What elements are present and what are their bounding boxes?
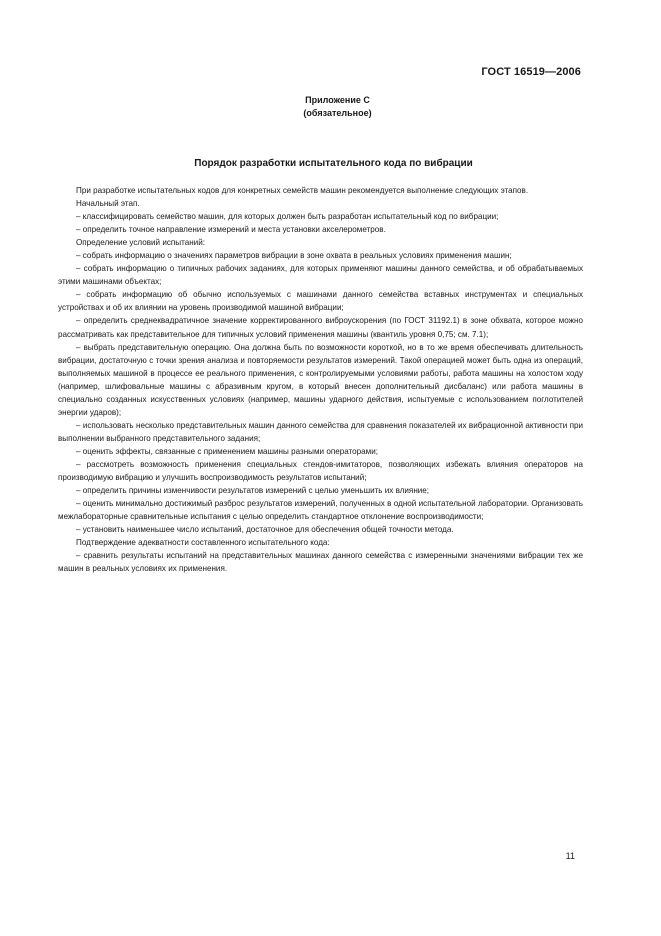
list-item: – собрать информацию об обычно используемых с машинами данного семейства вставных инструментах и специальных устройствах и об их влиянии на уровень производимой машиной вибрации;: [58, 290, 583, 313]
paragraph: Определение условий испытаний:: [76, 238, 205, 248]
list-item: – определить причины изменчивости результатов измерений с целью уменьшить их влияние;: [76, 486, 430, 496]
list-item: – установить наименьшее число испытаний, достаточное для обеспечения общей точности метода.: [76, 525, 454, 535]
paragraph: Начальный этап.: [76, 199, 140, 209]
list-item: – оценить минимально достижимый разброс результатов измерений, полученных в одной испытательной лаборатории. Организовать межлабораторные сравнительные испытания с целью определить стандартное отклонение воспроизводимости;: [58, 499, 583, 522]
list-item: – рассмотреть возможность применения специальных стендов-имитаторов, позволяющих избежать влияния операторов на производимую вибрацию и улучшить воспроизводимость результатов испытаний;: [58, 459, 583, 483]
list-item: – использовать несколько представительных машин данного семейства для сравнения показателей их вибрационной активности при выполнении выбранного представительного задания;: [58, 420, 583, 443]
annex-title: Порядок разработки испытательного кода по вибрации: [194, 158, 473, 169]
list-item: – собрать информацию о типичных рабочих заданиях, для которых применяют машины данного семейства, и об обрабатываемых этими машинами объектах;: [58, 264, 583, 287]
page-number: 11: [565, 851, 575, 861]
list-item: – сравнить результаты испытаний на представительных машинах данного семейства с измеренными значениями вибрации тех же машин в реальных условиях их применения.: [58, 551, 583, 574]
list-item: – выбрать представительную операцию. Она должна быть по возможности короткой, но в то же время обеспечивать длительность вибрации, достаточную с точки зрения анализа и повторяемости результатов измерений. Такой операцией может быть одна из операций, выполняемых машиной в процессе ее реального применения, с контролируемыми условиями работы, работа машины на холостом ходу (например, шлифовальные машины с абразивным кругом, в который внесен дополнительный дисбаланс) или работа машины в специально созданных искусственных условиях (например, машины ударного действия, испытуемые с использованием поглотителей энергии ударов);: [58, 342, 583, 417]
list-item: – оценить эффекты, связанные с применением машины разными операторами;: [76, 446, 378, 456]
list-item: – собрать информацию о значениях параметров вибрации в зоне охвата в реальных условиях применения машин;: [76, 251, 512, 261]
list-item: – определить точное направление измерений и места установки акселерометров.: [76, 225, 386, 235]
list-item: – классифицировать семейство машин, для которых должен быть разработан испытательный код по вибрации;: [76, 212, 499, 222]
list-item: – определить среднеквадратичное значение корректированного виброускорения (по ГОСТ 31192.1) в зоне обхвата, которое можно рассматривать как представительное для типичных условий применения машины (квантиль уровня 0,75; см. 7.1);: [58, 316, 583, 339]
standard-number: ГОСТ 16519—2006: [481, 66, 581, 78]
paragraph: Подтверждение адекватности составленного испытательного кода:: [76, 538, 330, 548]
annex-body: [58, 184, 583, 575]
annex-status: (обязательное): [303, 108, 372, 118]
paragraph: При разработке испытательных кодов для конкретных семейств машин рекомендуется выполнение следующих этапов.: [76, 186, 529, 195]
annex-label: Приложение С: [305, 95, 370, 105]
